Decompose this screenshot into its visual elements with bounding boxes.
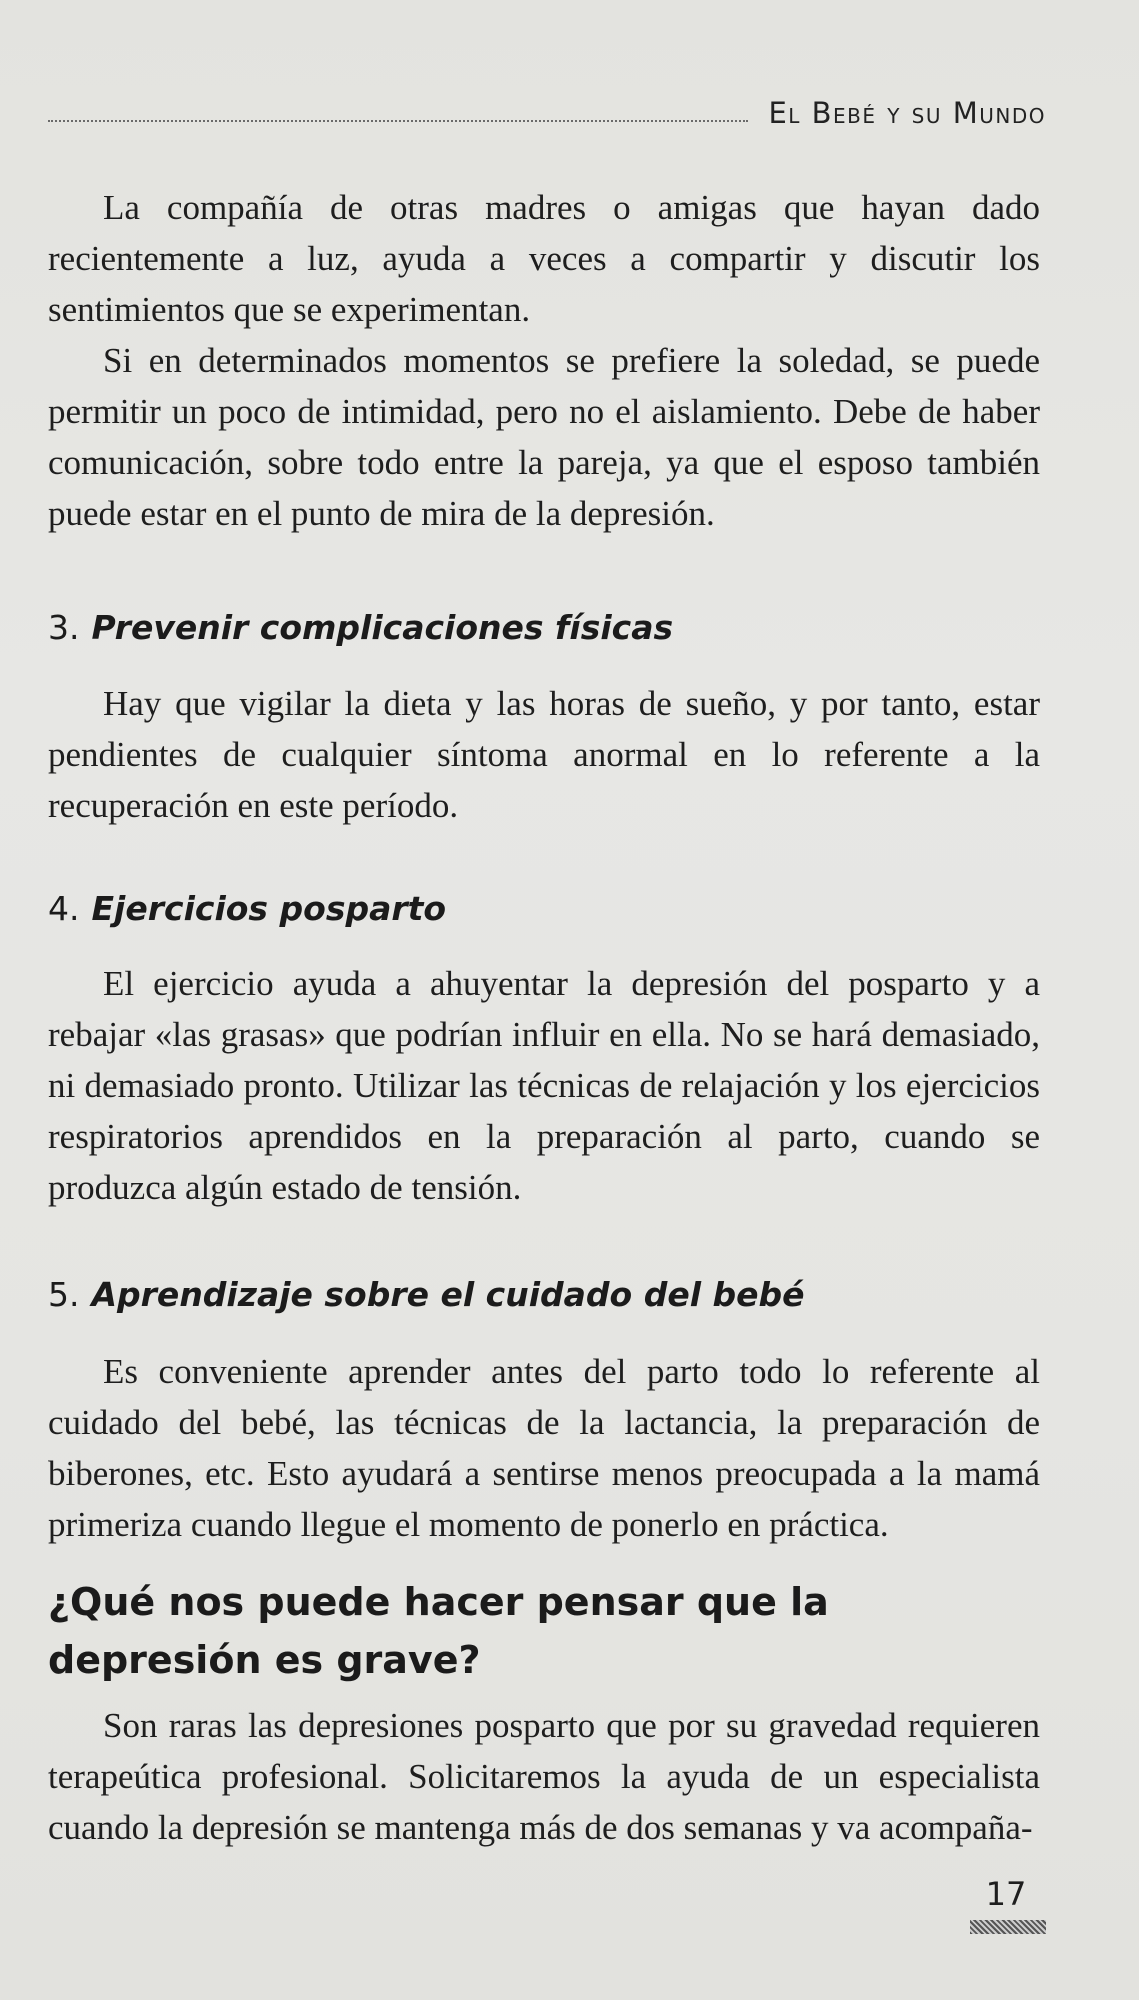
heading-text: Aprendizaje sobre el cuidado del bebé	[91, 1275, 805, 1314]
heading-text: Prevenir complicaciones físicas	[91, 608, 674, 647]
running-head	[48, 96, 1046, 136]
heading-physical-complications	[48, 608, 1040, 647]
paragraph-solitude: Si en determinados momentos se prefiere la soledad, se puede permitir un poco de intimidad, pero no el aislamiento. Debe de haber comunicación, sobre todo entre la pareja, ya que el esposo también puede estar en el punto de mira de la depresión.	[48, 341, 1040, 533]
paragraph-companionship: La compañía de otras madres o amigas que hayan dado recientemente a luz, ayuda a veces a compartir y discutir los sentimientos que se experimentan.	[48, 188, 1040, 329]
running-head-rule	[48, 120, 748, 122]
running-head-title: El Bebé y su Mundo	[768, 96, 1046, 130]
page-number-ornament	[970, 1920, 1046, 1934]
heading-number: 4.	[48, 889, 80, 928]
heading-baby-care-learning	[48, 1275, 1040, 1314]
page-number: 17	[985, 1875, 1027, 1913]
heading-text: Ejercicios posparto	[91, 889, 447, 928]
heading-number: 3.	[48, 608, 80, 647]
paragraph-diet-sleep: Hay que vigilar la dieta y las horas de sueño, y por tanto, estar pendientes de cualquier síntoma anormal en lo referente a la recuperación en este período.	[48, 684, 1040, 825]
paragraph-exercise: El ejercicio ayuda a ahuyentar la depresión del posparto y a rebajar «las grasas» que podrían influir en ella. No se hará demasiado, ni demasiado pronto. Utilizar las técnicas de relajación y los ejercicios respiratorios aprendidos en la preparación al parto, cuando se produzca algún estado de tensión.	[48, 964, 1040, 1207]
section-heading-severe-depression: ¿Qué nos puede hacer pensar que la depresión es grave?	[48, 1580, 829, 1682]
paragraph-baby-care: Es conveniente aprender antes del parto todo lo referente al cuidado del bebé, las técnicas de la lactancia, la preparación de biberones, etc. Esto ayudará a sentirse menos preocupada a la mamá primeriza cuando llegue el momento de ponerlo en práctica.	[48, 1352, 1040, 1544]
heading-postpartum-exercises	[48, 889, 1040, 928]
paragraph-rare-depressions: Son raras las depresiones posparto que por su gravedad requieren terapeútica profesional. Solicitaremos la ayuda de un especialista cuando la depresión se mantenga más de dos semanas y va acompaña-	[48, 1706, 1040, 1847]
heading-number: 5.	[48, 1275, 80, 1314]
